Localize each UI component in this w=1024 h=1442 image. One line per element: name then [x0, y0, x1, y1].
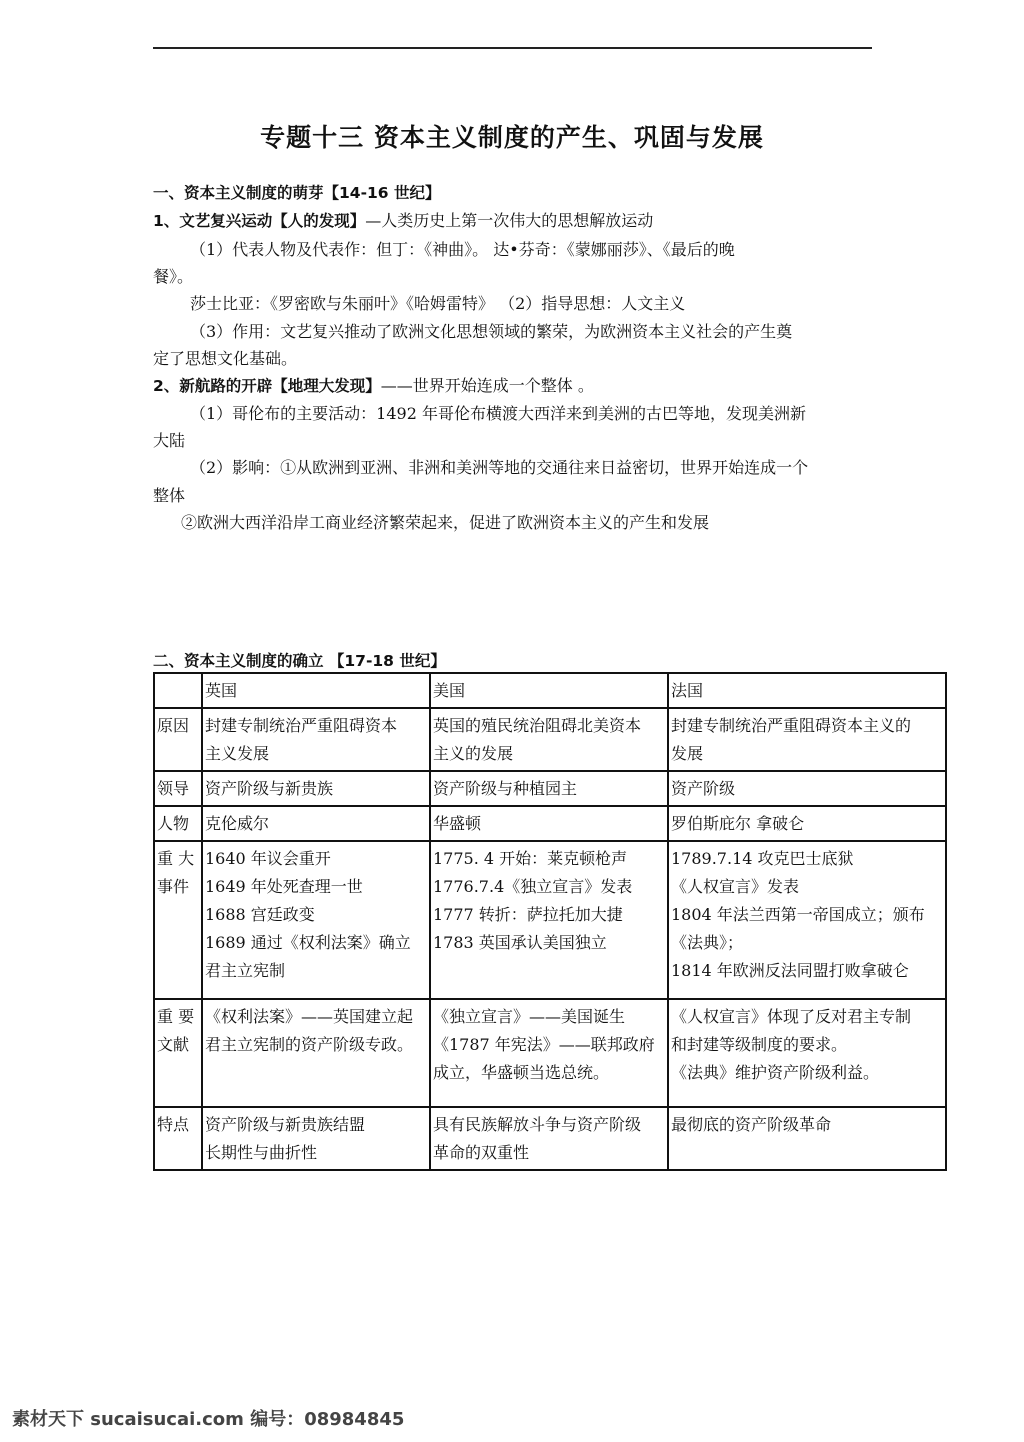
cell-line: 华盛顿 [433, 814, 482, 833]
sub2-line5: ②欧洲大西洋沿岸工商业经济繁荣起来，促进了欧洲资本主义的产生和发展 [181, 513, 710, 532]
france-cell [668, 708, 946, 771]
cell-line: 《1787 年宪法》——联邦政府 [433, 1035, 655, 1054]
cell-line: 英国的殖民统治阻碍北美资本 [433, 716, 642, 735]
england-cell [202, 1107, 430, 1170]
watermark-text: 素材天下 sucaisucai.com 编号：08984845 [12, 1409, 405, 1430]
cell-line: 1776.7.4《独立宣言》发表 [433, 877, 633, 896]
cell-line: 罗伯斯庇尔 拿破仑 [671, 814, 805, 833]
cell-line: 1783 英国承认美国独立 [433, 933, 607, 952]
row-label-cell [154, 841, 202, 999]
table-row [154, 1107, 946, 1170]
usa-cell [430, 806, 668, 841]
sub2-line3: （2）影响：①从欧洲到亚洲、非洲和美洲等地的交通往来日益密切，世界开始连成一个 [190, 458, 809, 477]
sub2-line2: 大陆 [153, 431, 186, 450]
sub2-heading-line [153, 376, 594, 396]
row-label-cell [154, 806, 202, 841]
cell-line: 1775. 4 开始：莱克顿枪声 [433, 849, 628, 868]
cell-line: 资产阶级 [671, 779, 736, 798]
sub2-line4: 整体 [153, 486, 186, 505]
cell-line: 长期性与曲折性 [205, 1143, 318, 1162]
usa-cell [430, 771, 668, 806]
table-row [154, 999, 946, 1107]
cell-line: 事件 [157, 877, 190, 896]
page-title: 专题十三 资本主义制度的产生、巩固与发展 [260, 123, 764, 152]
usa-cell [430, 1107, 668, 1170]
cell-line: 《权利法案》——英国建立起 [205, 1007, 414, 1026]
cell-line: 最彻底的资产阶级革命 [671, 1115, 832, 1134]
france-cell [668, 999, 946, 1107]
cell-line: 1649 年处死查理一世 [205, 877, 363, 896]
cell-line: 君主立宪制 [205, 961, 286, 980]
usa-cell [430, 999, 668, 1107]
sub1-line1: （1）代表人物及代表作：但丁：《神曲》。 达•芬奇：《蒙娜丽莎》、《最后的晚 [190, 240, 735, 259]
cell-line: 1804 年法兰西第一帝国成立；颁布 [671, 905, 925, 924]
cell-line: 资产阶级与新贵族 [205, 779, 334, 798]
france-cell [668, 771, 946, 806]
table-header-cell: 美国 [430, 673, 668, 708]
cell-line: 具有民族解放斗争与资产阶级 [433, 1115, 642, 1134]
france-cell [668, 1107, 946, 1170]
cell-line: 发展 [671, 744, 704, 763]
england-cell [202, 771, 430, 806]
table-row [154, 708, 946, 771]
cell-line: 资产阶级与新贵族结盟 [205, 1115, 366, 1134]
cell-line: 1777 转折：萨拉托加大捷 [433, 905, 623, 924]
table-header-cell [154, 673, 202, 708]
cell-line: 封建专制统治严重阻碍资本主义的 [671, 716, 912, 735]
cell-line: 封建专制统治严重阻碍资本 [205, 716, 398, 735]
cell-line: 重 要 [157, 1007, 195, 1026]
sub2-heading: 2、新航路的开辟【地理大发现】 [153, 377, 381, 395]
revolutions-table [153, 672, 947, 1171]
usa-cell [430, 841, 668, 999]
sub1-line5: 定了思想文化基础。 [153, 349, 298, 368]
sub2-heading-tail: ——世界开始连成一个整体 。 [380, 376, 594, 395]
england-cell [202, 708, 430, 771]
sub1-line2: 餐》。 [153, 267, 194, 286]
cell-line: 《法典》维护资产阶级利益。 [671, 1063, 880, 1082]
sub1-line4: （3）作用：文艺复兴推动了欧洲文化思想领域的繁荣，为欧洲资本主义社会的产生奠 [190, 322, 793, 341]
cell-line: 文献 [157, 1035, 190, 1054]
england-cell [202, 806, 430, 841]
cell-line: 主义发展 [205, 744, 270, 763]
row-label-cell [154, 708, 202, 771]
table-row [154, 841, 946, 999]
cell-line: 成立，华盛顿当选总统。 [433, 1063, 610, 1082]
cell-line: 人物 [157, 814, 190, 833]
england-cell [202, 999, 430, 1107]
cell-line: 主义的发展 [433, 744, 514, 763]
table-header-cell: 英国 [202, 673, 430, 708]
france-cell [668, 841, 946, 999]
table-header-row [154, 673, 946, 708]
row-label-cell [154, 999, 202, 1107]
cell-line: 1688 宫廷政变 [205, 905, 315, 924]
cell-line: 和封建等级制度的要求。 [671, 1035, 848, 1054]
section1-heading: 一、资本主义制度的萌芽【14-16 世纪】 [153, 184, 441, 202]
cell-line: 1789.7.14 攻克巴士底狱 [671, 849, 854, 868]
sub1-line3: 莎士比亚：《罗密欧与朱丽叶》《哈姆雷特》 （2）指导思想：人文主义 [190, 294, 686, 313]
row-label-cell [154, 771, 202, 806]
cell-line: 特点 [157, 1115, 190, 1134]
cell-line: 克伦威尔 [205, 814, 270, 833]
header-rule [153, 47, 872, 49]
row-label-cell [154, 1107, 202, 1170]
cell-line: 《独立宣言》——美国诞生 [433, 1007, 626, 1026]
cell-line: 1640 年议会重开 [205, 849, 331, 868]
cell-line: 领导 [157, 779, 190, 798]
cell-line: 资产阶级与种植园主 [433, 779, 578, 798]
section2-heading: 二、资本主义制度的确立 【17-18 世纪】 [153, 652, 446, 670]
cell-line: 1689 通过《权利法案》确立 [205, 933, 411, 952]
cell-line: 重 大 [157, 849, 195, 868]
cell-line: 《人权宣言》发表 [671, 877, 800, 896]
cell-line: 1814 年欧洲反法同盟打败拿破仑 [671, 961, 909, 980]
cell-line: 《法典》； [671, 933, 744, 952]
cell-line: 原因 [157, 716, 190, 735]
cell-line: 革命的双重性 [433, 1143, 530, 1162]
table-row [154, 771, 946, 806]
sub1-heading-line [153, 211, 653, 231]
france-cell [668, 806, 946, 841]
england-cell [202, 841, 430, 999]
table-header-cell: 法国 [668, 673, 946, 708]
cell-line: 《人权宣言》体现了反对君主专制 [671, 1007, 912, 1026]
table-row [154, 806, 946, 841]
sub1-heading-tail: —人类历史上第一次伟大的思想解放运动 [365, 211, 654, 230]
usa-cell [430, 708, 668, 771]
sub1-heading: 1、文艺复兴运动【人的发现】 [153, 212, 366, 230]
cell-line: 君主立宪制的资产阶级专政。 [205, 1035, 414, 1054]
sub2-line1: （1）哥伦布的主要活动：1492 年哥伦布横渡大西洋来到美洲的古巴等地，发现美洲新 [190, 404, 806, 423]
